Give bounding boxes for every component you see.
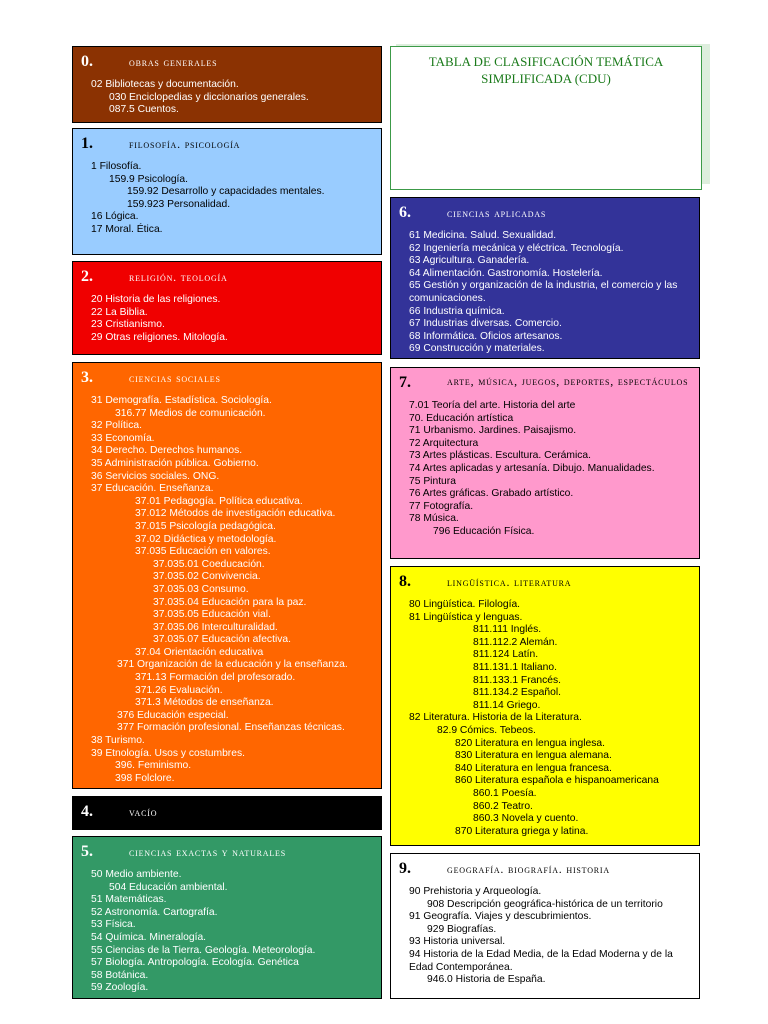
- classification-entry: 54 Química. Mineralogía.: [91, 931, 207, 943]
- classification-entry: 860.2 Teatro.: [473, 800, 533, 812]
- document-title-box: [390, 46, 702, 190]
- section-header: [81, 843, 373, 861]
- section-number: 6.: [399, 204, 411, 221]
- section-header: [81, 369, 373, 387]
- classification-entry: 53 Física.: [91, 919, 136, 931]
- classification-entry: 81 Lingüística y lenguas.: [409, 611, 523, 623]
- classification-entry: 37.035.01 Coeducación.: [153, 558, 265, 570]
- classification-entry: 371 Organización de la educación y la enseñanza.: [117, 659, 348, 671]
- classification-entry: 37.02 Didáctica y metodología.: [135, 533, 277, 545]
- classification-entry: 35 Administración pública. Gobierno.: [91, 457, 259, 469]
- section-title: ciencias exactas y naturales: [129, 845, 286, 859]
- section-item-list: [81, 395, 373, 785]
- classification-entry: 69 Construcción y materiales.: [409, 343, 545, 355]
- section-1-filosofia-psicologia: [72, 128, 382, 255]
- classification-entry: 908 Descripción geográfica-histórica de un territorio: [427, 898, 663, 910]
- classification-entry: 840 Literatura en lengua francesa.: [455, 762, 612, 774]
- classification-entry: 64 Alimentación. Gastronomía. Hostelería.: [409, 267, 603, 279]
- section-number: 3.: [81, 369, 93, 386]
- classification-entry: 58 Botánica.: [91, 969, 149, 981]
- section-header: [81, 53, 373, 71]
- section-number: 8.: [399, 573, 411, 590]
- classification-entry: 811.112.2 Alemán.: [473, 636, 558, 648]
- classification-entry: 37.012 Métodos de investigación educativa.: [135, 508, 336, 520]
- section-number: 0.: [81, 53, 93, 70]
- classification-entry: 087.5 Cuentos.: [109, 104, 179, 116]
- classification-entry: 73 Artes plásticas. Escultura. Cerámica.: [409, 450, 591, 462]
- classification-entry: 7.01 Teoría del arte. Historia del arte: [409, 400, 576, 411]
- section-number: 5.: [81, 843, 93, 860]
- document-title-line2: SIMPLIFICADA (CDU): [481, 71, 611, 86]
- section-item-list: [399, 230, 691, 356]
- section-3-ciencias-sociales: [72, 362, 382, 789]
- section-header: [81, 268, 373, 286]
- classification-entry: 37.035 Educación en valores.: [135, 546, 271, 558]
- section-header: [81, 135, 373, 153]
- classification-entry: 77 Fotografía.: [409, 500, 474, 512]
- classification-entry: 72 Arquitectura: [409, 437, 479, 449]
- section-9-geografia-historia: [390, 853, 700, 999]
- classification-entry: 38 Turismo.: [91, 735, 145, 747]
- classification-entry: 20 Historia de las religiones.: [91, 294, 221, 305]
- classification-entry: 796 Educación Física.: [433, 525, 535, 537]
- section-number: 4.: [81, 803, 93, 820]
- classification-entry: 811.133.1 Francés.: [473, 674, 561, 686]
- classification-entry: 159.923 Personalidad.: [127, 198, 231, 210]
- classification-entry: 65 Gestión y organización de la industria, el comercio y las comunicaciones.: [409, 280, 678, 304]
- classification-entry: 820 Literatura en lengua inglesa.: [455, 737, 605, 749]
- section-8-linguistica: [390, 566, 700, 846]
- classification-entry: 57 Biología. Antropología. Ecología. Genética: [91, 957, 299, 969]
- section-title: ciencias sociales: [129, 371, 221, 385]
- document-title-line1: TABLA DE CLASIFICACIÓN TEMÁTICA: [428, 54, 664, 69]
- classification-entry: 159.92 Desarrollo y capacidades mentales.: [127, 186, 325, 198]
- classification-entry: 37.035.05 Educación vial.: [153, 609, 271, 621]
- classification-entry: 811.134.2 Español.: [473, 687, 561, 699]
- classification-entry: 51 Matemáticas.: [91, 894, 167, 906]
- classification-entry: 39 Etnología. Usos y costumbres.: [91, 747, 245, 759]
- section-title: obras generales: [129, 55, 218, 69]
- classification-entry: 90 Prehistoria y Arqueología.: [409, 886, 542, 897]
- classification-entry: 811.111 Inglés.: [473, 624, 542, 636]
- section-header: [81, 803, 373, 821]
- section-item-list: [399, 886, 691, 987]
- classification-entry: 61 Medicina. Salud. Sexualidad.: [409, 230, 557, 241]
- section-title: vacío: [129, 805, 158, 819]
- section-item-list: [81, 294, 373, 344]
- section-number: 7.: [399, 374, 411, 391]
- section-header: [399, 860, 691, 878]
- classification-entry: 16 Lógica.: [91, 211, 139, 223]
- classification-entry: 37.04 Orientación educativa: [135, 646, 264, 658]
- classification-entry: 37.035.04 Educación para la paz.: [153, 596, 307, 608]
- section-header: [399, 204, 691, 222]
- classification-entry: 32 Política.: [91, 420, 142, 432]
- section-title: lingüística. literatura: [447, 575, 572, 589]
- classification-entry: 52 Astronomía. Cartografía.: [91, 906, 218, 918]
- classification-entry: 37.035.02 Convivencia.: [153, 571, 261, 583]
- classification-entry: 37.035.07 Educación afectiva.: [153, 634, 291, 646]
- classification-entry: 37.01 Pedagogía. Política educativa.: [135, 495, 303, 507]
- classification-entry: 29 Otras religiones. Mitología.: [91, 331, 228, 343]
- section-header: [399, 374, 691, 392]
- section-item-list: [81, 79, 373, 117]
- classification-entry: 78 Música.: [409, 513, 459, 525]
- section-7-arte: [390, 367, 700, 559]
- classification-entry: 17 Moral. Ética.: [91, 223, 163, 235]
- classification-entry: 377 Formación profesional. Enseñanzas técnicas.: [117, 722, 345, 734]
- classification-entry: 811.131.1 Italiano.: [473, 661, 557, 673]
- classification-entry: 63 Agricultura. Ganadería.: [409, 255, 530, 267]
- classification-entry: 37 Educación. Enseñanza.: [91, 483, 214, 495]
- classification-entry: 860.3 Novela y cuento.: [473, 813, 579, 825]
- classification-entry: 376 Educación especial.: [117, 709, 229, 721]
- classification-entry: 75 Pintura: [409, 475, 456, 487]
- classification-entry: 55 Ciencias de la Tierra. Geología. Meteorología.: [91, 944, 316, 956]
- classification-entry: 23 Cristianismo.: [91, 319, 165, 331]
- section-number: 2.: [81, 268, 93, 285]
- classification-entry: 1 Filosofía.: [91, 161, 142, 172]
- classification-entry: 316.77 Medios de comunicación.: [115, 407, 266, 419]
- classification-entry: 70. Educación artística: [409, 412, 514, 424]
- classification-entry: 31 Demografía. Estadística. Sociología.: [91, 395, 272, 406]
- classification-entry: 93 Historia universal.: [409, 936, 506, 948]
- classification-entry: 396. Feminismo.: [115, 760, 192, 772]
- classification-entry: 37.035.03 Consumo.: [153, 583, 249, 595]
- classification-entry: 870 Literatura griega y latina.: [455, 825, 589, 837]
- section-5-ciencias-exactas: [72, 836, 382, 999]
- section-title: filosofía. psicología: [129, 137, 241, 151]
- classification-entry: 371.26 Evaluación.: [135, 684, 223, 696]
- classification-entry: 504 Educación ambiental.: [109, 881, 228, 893]
- section-title: religión. teología: [129, 270, 228, 284]
- classification-entry: 36 Servicios sociales. ONG.: [91, 470, 220, 482]
- classification-entry: 82 Literatura. Historia de la Literatura.: [409, 712, 582, 724]
- section-item-list: [81, 161, 373, 237]
- section-number: 9.: [399, 860, 411, 877]
- classification-entry: 82.9 Cómics. Tebeos.: [437, 724, 536, 736]
- classification-entry: 91 Geografía. Viajes y descubrimientos.: [409, 911, 592, 923]
- classification-entry: 62 Ingeniería mecánica y eléctrica. Tecnología.: [409, 242, 624, 254]
- classification-entry: 37.015 Psicología pedagógica.: [135, 520, 276, 532]
- section-title: geografía. biografía. historia: [447, 862, 610, 876]
- classification-entry: 80 Lingüística. Filología.: [409, 599, 521, 610]
- section-title: ciencias aplicadas: [447, 206, 547, 220]
- classification-entry: 67 Industrias diversas. Comercio.: [409, 318, 562, 330]
- classification-entry: 71 Urbanismo. Jardines. Paisajismo.: [409, 425, 577, 437]
- classification-entry: 34 Derecho. Derechos humanos.: [91, 445, 243, 457]
- classification-entry: 22 La Biblia.: [91, 306, 148, 318]
- classification-entry: 371.3 Métodos de enseñanza.: [135, 697, 274, 709]
- classification-entry: 76 Artes gráficas. Grabado artístico.: [409, 488, 574, 500]
- classification-entry: 811.124 Latín.: [473, 649, 539, 661]
- section-title: arte, música, juegos, deportes, espectáculos: [447, 374, 689, 388]
- section-header: [399, 573, 691, 591]
- classification-entry: 830 Literatura en lengua alemana.: [455, 750, 612, 762]
- classification-entry: 94 Historia de la Edad Media, de la Edad Moderna y de la Edad Contemporánea.: [409, 948, 673, 973]
- classification-entry: 929 Biografías.: [427, 923, 497, 935]
- section-number: 1.: [81, 135, 93, 152]
- classification-entry: 68 Informática. Oficios artesanos.: [409, 330, 563, 342]
- classification-entry: 860 Literatura española e hispanoamericana: [455, 775, 659, 787]
- section-0-obras-generales: [72, 46, 382, 123]
- section-6-ciencias-aplicadas: [390, 197, 700, 359]
- classification-entry: 030 Enciclopedias y diccionarios generales.: [109, 91, 309, 103]
- classification-entry: 398 Folclore.: [115, 772, 175, 784]
- classification-entry: 159.9 Psicología.: [109, 173, 188, 185]
- section-item-list: [399, 599, 691, 838]
- classification-entry: 66 Industria química.: [409, 305, 505, 317]
- classification-entry: 74 Artes aplicadas y artesanía. Dibujo. Manualidades.: [409, 462, 655, 474]
- classification-entry: 02 Bibliotecas y documentación.: [91, 79, 239, 90]
- classification-entry: 811.14 Griego.: [473, 699, 541, 711]
- section-4-vacio: [72, 796, 382, 830]
- classification-entry: 33 Economía.: [91, 432, 155, 444]
- section-2-religion-teologia: [72, 261, 382, 355]
- classification-entry: 59 Zoología.: [91, 982, 149, 994]
- section-item-list: [81, 869, 373, 995]
- classification-entry: 37.035.06 Interculturalidad.: [153, 621, 278, 633]
- classification-entry: 371.13 Formación del profesorado.: [135, 672, 296, 684]
- classification-entry: 50 Medio ambiente.: [91, 869, 182, 880]
- classification-entry: 946.0 Historia de España.: [427, 974, 546, 986]
- section-item-list: [399, 400, 691, 539]
- classification-entry: 860.1 Poesía.: [473, 787, 537, 799]
